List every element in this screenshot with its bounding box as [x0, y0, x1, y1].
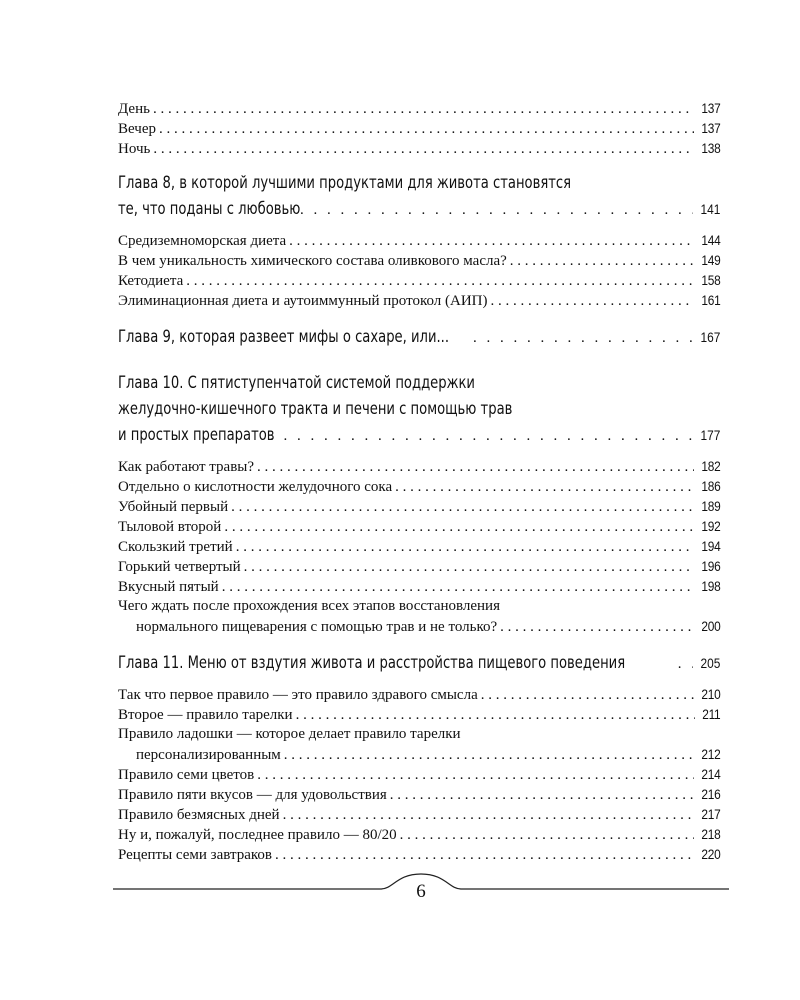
entry-page: 216: [700, 786, 720, 802]
entry-label: Элиминационная диета и аутоиммунный протокол (АИП): [118, 293, 488, 309]
chapter-title-line: те, что поданы с любовью: [118, 199, 301, 219]
chapter-11: [118, 650, 720, 864]
entry-page: 220: [700, 846, 720, 862]
dot-leader: [300, 197, 693, 223]
dot-leader: [390, 785, 694, 805]
entry-page: 137: [700, 120, 720, 136]
entry-label: Ночь: [118, 141, 151, 157]
toc-entry[interactable]: [118, 496, 720, 516]
chapter-title-line: Глава 11. Меню от вздутия живота и расстройства пищевого поведения: [118, 653, 626, 673]
dot-leader: [224, 517, 693, 537]
dot-leader: [481, 685, 694, 705]
toc-entry[interactable]: [118, 516, 720, 536]
entry-label: Горький четвертый: [118, 559, 241, 575]
page-footer: [113, 872, 729, 912]
entry-label: Вечер: [118, 121, 156, 137]
toc-entry[interactable]: [118, 98, 720, 118]
entry-label: Так что первое правило — это правило здравого смысла: [118, 687, 478, 703]
dot-leader: [400, 825, 694, 845]
entry-label: Скользкий третий: [118, 539, 233, 555]
entry-page: 149: [700, 252, 720, 268]
chapter-heading-last-line[interactable]: [118, 196, 720, 222]
toc-entry[interactable]: [118, 804, 720, 824]
dot-leader: [500, 617, 693, 637]
entry-label: Второе — правило тарелки: [118, 707, 293, 723]
entry-page: 200: [700, 618, 720, 634]
toc-entry[interactable]: [118, 784, 720, 804]
entry-label: Правило ладошки — которое делает правило тарелки: [118, 726, 461, 742]
dot-leader: [491, 291, 694, 311]
dot-leader: [244, 557, 694, 577]
toc-entry[interactable]: [118, 476, 720, 496]
toc-entry[interactable]: [118, 576, 720, 596]
toc-entry[interactable]: [118, 536, 720, 556]
entry-page: 218: [700, 826, 720, 842]
toc-entry-first-line[interactable]: [118, 596, 720, 616]
entry-label: Рецепты семи завтраков: [118, 847, 272, 863]
dot-leader: [275, 845, 694, 865]
dot-leader: [510, 251, 694, 271]
chapter-page: 141: [700, 201, 720, 217]
toc-entry[interactable]: [118, 230, 720, 250]
entry-label: Кетодиета: [118, 273, 184, 289]
toc-entry-first-line[interactable]: [118, 724, 720, 744]
entry-label: Правило безмясных дней: [118, 807, 280, 823]
chapter-heading[interactable]: [118, 170, 720, 196]
chapter-title-line: желудочно-кишечного тракта и печени с помощью трав: [118, 399, 513, 419]
page-number: 6: [416, 881, 426, 902]
toc-entry[interactable]: [118, 764, 720, 784]
chapter-8: [118, 170, 720, 310]
entry-page: 189: [700, 498, 720, 514]
chapter-10: [118, 370, 720, 636]
entry-label: В чем уникальность химического состава оливкового масла?: [118, 253, 507, 269]
toc-entry[interactable]: [118, 704, 720, 724]
entry-label: Правило семи цветов: [118, 767, 255, 783]
chapter-9: [118, 324, 720, 350]
chapter-title-line: Глава 10. С пятиступенчатой системой поддержки: [118, 373, 475, 393]
chapter-title-line: Глава 9, которая развеет мифы о сахаре, или...: [118, 327, 450, 347]
chapter-page: 177: [700, 427, 720, 443]
dot-leader: [678, 651, 693, 677]
entry-page: 217: [700, 806, 720, 822]
dot-leader: [296, 705, 695, 725]
entry-label: Правило пяти вкусов — для удовольствия: [118, 787, 387, 803]
chapter-title-line: Глава 8, в которой лучшими продуктами для живота становятся: [118, 173, 572, 193]
dot-leader: [153, 99, 694, 119]
chapter-heading[interactable]: [118, 324, 720, 350]
toc-entry[interactable]: [118, 118, 720, 138]
entry-page: 211: [701, 706, 720, 722]
chapter-heading[interactable]: [118, 650, 720, 676]
toc-entry[interactable]: [118, 270, 720, 290]
toc-entry[interactable]: [118, 556, 720, 576]
entries-top: [118, 98, 720, 158]
chapter-heading[interactable]: [118, 396, 720, 422]
dot-leader: [257, 765, 693, 785]
entry-page: 138: [700, 140, 720, 156]
toc-entry[interactable]: [118, 744, 720, 764]
entry-page: 144: [700, 232, 720, 248]
entry-page: 194: [700, 538, 720, 554]
entry-label: Тыловой второй: [118, 519, 222, 535]
entry-page: 137: [700, 100, 720, 116]
entry-label: Отдельно о кислотности желудочного сока: [118, 479, 393, 495]
dot-leader: [289, 231, 693, 251]
entry-page: 212: [700, 746, 720, 762]
dot-leader: [236, 537, 694, 557]
entry-page: 214: [700, 766, 720, 782]
toc-entry[interactable]: [118, 250, 720, 270]
entry-page: 192: [700, 518, 720, 534]
toc-entry[interactable]: [118, 290, 720, 310]
dot-leader: [270, 423, 693, 449]
dot-leader: [283, 805, 694, 825]
entry-label: Средиземноморская диета: [118, 233, 287, 249]
entry-page: 210: [700, 686, 720, 702]
chapter-heading-last-line[interactable]: [118, 422, 720, 448]
toc-entry[interactable]: [118, 456, 720, 476]
chapter-heading[interactable]: [118, 370, 720, 396]
table-of-contents: [118, 98, 720, 864]
entry-page: 182: [700, 458, 720, 474]
dot-leader: [222, 577, 694, 597]
entry-label: персонализированным: [136, 747, 281, 763]
toc-entry[interactable]: [118, 824, 720, 844]
chapter-page: 205: [700, 655, 720, 671]
entry-label: Убойный первый: [118, 499, 229, 515]
dot-leader: [153, 139, 693, 159]
dot-leader: [159, 119, 694, 139]
dot-leader: [473, 325, 693, 351]
entry-label: Ну и, пожалуй, последнее правило — 80/20: [118, 827, 397, 843]
dot-leader: [231, 497, 693, 517]
entry-page: 161: [700, 292, 720, 308]
dot-leader: [395, 477, 693, 497]
dot-leader: [186, 271, 693, 291]
dot-leader: [257, 457, 694, 477]
entry-page: 198: [700, 578, 720, 594]
toc-entry[interactable]: [118, 138, 720, 158]
entry-label: Чего ждать после прохождения всех этапов восстановления: [118, 598, 500, 614]
toc-entry[interactable]: [118, 844, 720, 864]
entry-label: Как работают травы?: [118, 459, 255, 475]
entry-label: Вкусный пятый: [118, 579, 219, 595]
dot-leader: [284, 745, 694, 765]
entry-page: 186: [700, 478, 720, 494]
chapter-page: 167: [700, 329, 720, 345]
toc-entry[interactable]: [118, 616, 720, 636]
entry-label: День: [118, 101, 150, 117]
entry-label: нормального пищеварения с помощью трав и не только?: [136, 619, 498, 635]
entry-page: 196: [700, 558, 720, 574]
entry-page: 158: [700, 272, 720, 288]
toc-entry[interactable]: [118, 684, 720, 704]
chapter-title-line: и простых препаратов: [118, 425, 275, 445]
